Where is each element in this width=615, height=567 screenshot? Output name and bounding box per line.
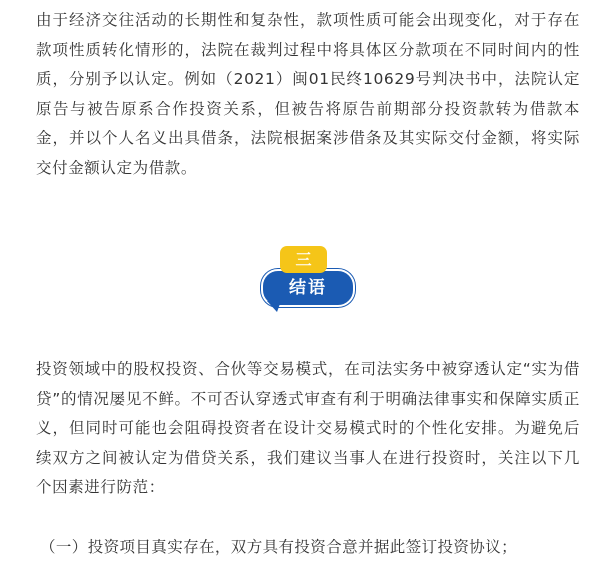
speech-bubble-tail-icon	[267, 301, 281, 312]
section-header-badge	[0, 246, 615, 316]
section-number: 三	[280, 246, 327, 273]
section-title: 结语	[261, 269, 355, 307]
paragraph-conclusion: 投资领域中的股权投资、合伙等交易模式，在司法实务中被穿透认定“实为借贷”的情况屡见不鲜。不可否认穿透式审查有利于明确法律事实和保障实质正义，但同时可能也会阻碍投资者在设计交易模式时的个性化安排。为避免后续双方之间被认定为借贷关系，我们建议当事人在进行投资时，关注以下几个因素进行防范：	[36, 360, 580, 496]
paragraph-case-example: 由于经济交往活动的长期性和复杂性，款项性质可能会出现变化，对于存在款项性质转化情形的，法院在裁判过程中将具体区分款项在不同时间内的性质，分别予以认定。例如（2021）闽01民终10629号判决书中，法院认定原告与被告原系合作投资关系，但被告将原告前期部分投资款转为借款本金，并以个人名义出具借条，法院根据案涉借条及其实际交付金额，将实际交付金额认定为借款。	[36, 11, 580, 177]
list-item-factor-1: （一）投资项目真实存在，双方具有投资合意并据此签订投资协议；	[40, 538, 518, 556]
